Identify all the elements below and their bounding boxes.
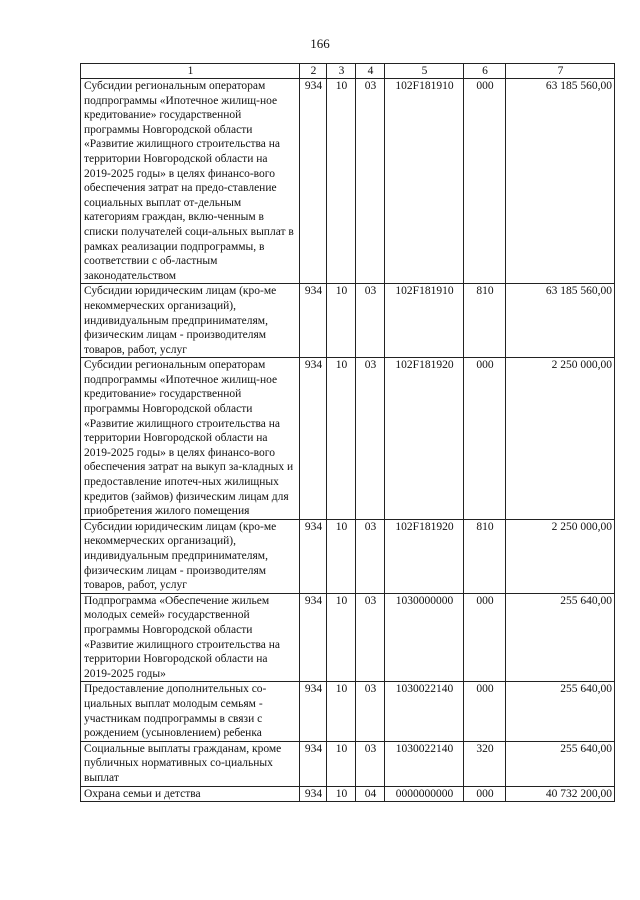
- row-ministry-code: 934: [300, 284, 327, 358]
- row-section-code: 10: [327, 741, 356, 786]
- row-name: Субсидии региональным операторам подпрограммы «Ипотечное жилищ-ное кредитование» государственной программы Новгородской области «Развитие жилищного строительства на территории Новгородской области на 2019-2025 годы» в целях финансо-вого обеспечения затрат на выкуп за-кладных и предоставление ипотеч-ных жилищных кредитов (займов) физическим лицам для приобретения жилого помещения: [81, 358, 300, 520]
- column-header: 2: [300, 64, 327, 79]
- table-row: [81, 593, 615, 682]
- column-header: 1: [81, 64, 300, 79]
- row-section-code: 10: [327, 682, 356, 741]
- row-name: Охрана семьи и детства: [81, 786, 300, 802]
- budget-table: [80, 63, 615, 802]
- row-section-code: 10: [327, 593, 356, 682]
- column-header: 4: [356, 64, 385, 79]
- row-target-article: 102F181910: [385, 284, 464, 358]
- row-expense-type: 000: [464, 79, 506, 284]
- row-subsection-code: 04: [356, 786, 385, 802]
- row-ministry-code: 934: [300, 786, 327, 802]
- row-expense-type: 810: [464, 284, 506, 358]
- row-subsection-code: 03: [356, 79, 385, 284]
- row-target-article: 1030000000: [385, 593, 464, 682]
- row-amount: 63 185 560,00: [506, 284, 615, 358]
- row-amount: 2 250 000,00: [506, 519, 615, 593]
- row-name: Субсидии юридическим лицам (кро-ме некоммерческих организаций), индивидуальным предпринимателям, физическим лицам - производителям товаров, работ, услуг: [81, 284, 300, 358]
- row-target-article: 102F181920: [385, 358, 464, 520]
- row-target-article: 1030022140: [385, 682, 464, 741]
- row-section-code: 10: [327, 519, 356, 593]
- row-amount: 2 250 000,00: [506, 358, 615, 520]
- row-amount: 255 640,00: [506, 741, 615, 786]
- table-row: [81, 284, 615, 358]
- row-name: Субсидии региональным операторам подпрограммы «Ипотечное жилищ-ное кредитование» государственной программы Новгородской области «Развитие жилищного строительства на территории Новгородской области на 2019-2025 годы» в целях финансо-вого обеспечения затрат на предо-ставление социальных выплат от-дельным категориям граждан, вклю-ченным в списки получателей соци-альных выплат в рамках реализации подпрограммы, в соответствии с об-ластным законодательством: [81, 79, 300, 284]
- row-name: Субсидии юридическим лицам (кро-ме некоммерческих организаций), индивидуальным предпринимателям, физическим лицам - производителям товаров, работ, услуг: [81, 519, 300, 593]
- table-row: [81, 358, 615, 520]
- row-ministry-code: 934: [300, 358, 327, 520]
- row-name: Предоставление дополнительных со-циальных выплат молодым семьям - участникам подпрограммы в связи с рождением (усыновлением) ребенка: [81, 682, 300, 741]
- row-target-article: 102F181910: [385, 79, 464, 284]
- row-subsection-code: 03: [356, 519, 385, 593]
- row-section-code: 10: [327, 786, 356, 802]
- table-row: [81, 79, 615, 284]
- table-row: [81, 519, 615, 593]
- row-expense-type: 000: [464, 786, 506, 802]
- column-header: 3: [327, 64, 356, 79]
- row-expense-type: 000: [464, 358, 506, 520]
- column-header: 5: [385, 64, 464, 79]
- row-subsection-code: 03: [356, 741, 385, 786]
- row-ministry-code: 934: [300, 741, 327, 786]
- table-header-row: [81, 64, 615, 79]
- row-subsection-code: 03: [356, 593, 385, 682]
- row-section-code: 10: [327, 358, 356, 520]
- row-ministry-code: 934: [300, 593, 327, 682]
- row-expense-type: 000: [464, 593, 506, 682]
- row-subsection-code: 03: [356, 358, 385, 520]
- row-section-code: 10: [327, 284, 356, 358]
- row-name: Социальные выплаты гражданам, кроме публичных нормативных со-циальных выплат: [81, 741, 300, 786]
- column-header: 6: [464, 64, 506, 79]
- row-subsection-code: 03: [356, 682, 385, 741]
- row-expense-type: 810: [464, 519, 506, 593]
- row-amount: 63 185 560,00: [506, 79, 615, 284]
- row-expense-type: 000: [464, 682, 506, 741]
- row-subsection-code: 03: [356, 284, 385, 358]
- page-number: 166: [310, 36, 330, 51]
- row-amount: 255 640,00: [506, 593, 615, 682]
- row-ministry-code: 934: [300, 79, 327, 284]
- row-amount: 40 732 200,00: [506, 786, 615, 802]
- row-ministry-code: 934: [300, 682, 327, 741]
- row-target-article: 0000000000: [385, 786, 464, 802]
- row-target-article: 1030022140: [385, 741, 464, 786]
- table-row: [81, 741, 615, 786]
- row-target-article: 102F181920: [385, 519, 464, 593]
- row-ministry-code: 934: [300, 519, 327, 593]
- row-section-code: 10: [327, 79, 356, 284]
- row-amount: 255 640,00: [506, 682, 615, 741]
- row-expense-type: 320: [464, 741, 506, 786]
- column-header: 7: [506, 64, 615, 79]
- table-row: [81, 682, 615, 741]
- table-row: [81, 786, 615, 802]
- row-name: Подпрограмма «Обеспечение жильем молодых семей» государственной программы Новгородской области «Развитие жилищного строительства на территории Новгородской области на 2019-2025 годы»: [81, 593, 300, 682]
